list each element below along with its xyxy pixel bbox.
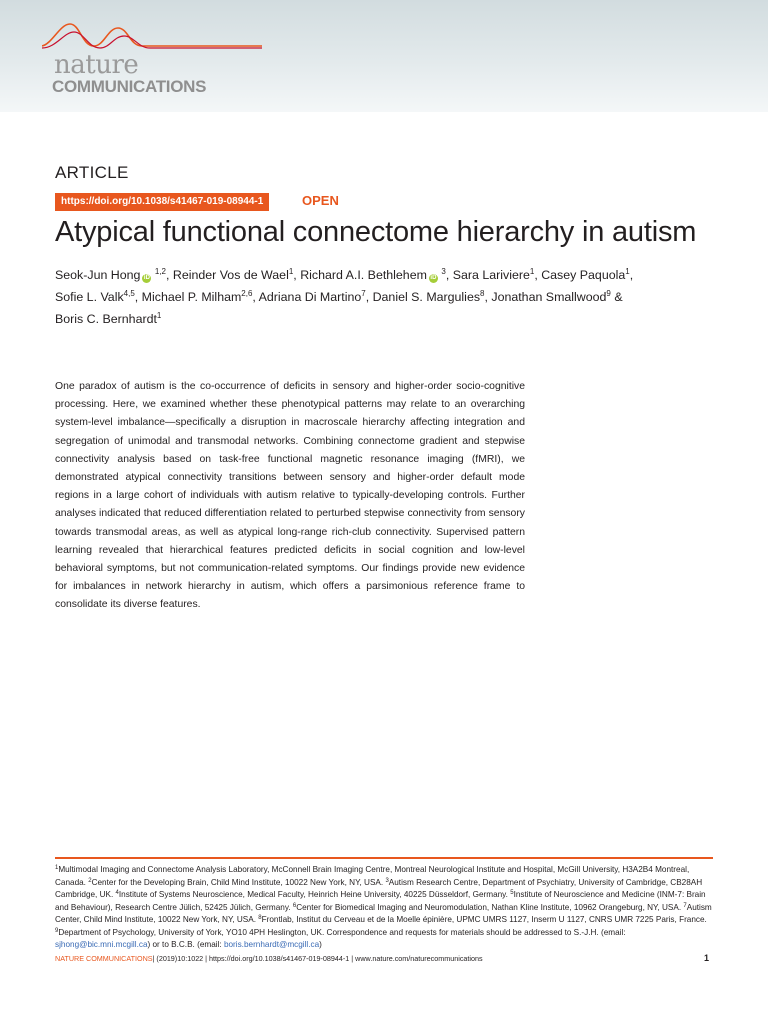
correspondence-middle: ) or to B.C.B. (email: bbox=[147, 940, 224, 949]
affiliation-item: Institute of Neuroscience and Medicine (INM-7: Brain and Behaviour), Research Centre Jülich, 52425 Jülich, Germany. bbox=[55, 890, 706, 912]
author-name: Daniel S. Margulies$^8$ bbox=[372, 289, 485, 304]
affiliations-divider bbox=[55, 857, 713, 859]
affiliation-item: Center for the Developing Brain, Child Mind Institute, 10022 New York, NY, USA. bbox=[91, 877, 384, 887]
author-name: Sofie L. Valk$^{4,5}$ bbox=[55, 289, 135, 304]
affiliation-item: Autism Center, Child Mind Institute, 10022 New York, NY, USA. bbox=[55, 902, 712, 924]
orcid-icon[interactable]: iD bbox=[143, 275, 150, 281]
email-link[interactable]: sjhong@bic.mni.mcgill.ca bbox=[55, 940, 148, 949]
author-list: Seok-Jun Hong iD $^{1,2}$, Reinder Vos de Wael$^1$, Richard A.I. Bethlehem iD $^3$, Sara Lariviere$^1$, Casey Paquola$^1$, Sofie L. Valk$^{4,5}$, Michael P. Milham$^{2,6}$, Adriana Di Martino$^7$, Daniel S. Margulies$^8$, Jonathan Smallwood$^9$ & Boris C. Bernhardt$^1$ bbox=[55, 267, 634, 326]
doi-link[interactable]: https://doi.org/10.1038/s41467-019-08944-1 bbox=[55, 193, 269, 211]
page-number: 1 bbox=[704, 953, 710, 963]
orcid-icon[interactable]: iD bbox=[430, 275, 437, 281]
author-name: Michael P. Milham$^{2,6}$ bbox=[141, 289, 253, 304]
author-name: Richard A.I. Bethlehem iD $^3$ bbox=[300, 267, 446, 282]
affiliation-item: Frontlab, Institut du Cerveau et de la Moelle épinière, UPMC UMRS 1127, Inserm U 1127, CNRS UMR 7225 Paris, France. bbox=[261, 915, 707, 924]
correspondence-prefix: Correspondence and requests for materials should be addressed to S.-J.H. (email: bbox=[326, 927, 626, 937]
author-name: Boris C. Bernhardt$^1$ bbox=[55, 311, 162, 326]
author-ampersand: & bbox=[614, 290, 623, 304]
affiliation-item: Institute of Systems Neuroscience, Medical Faculty, Heinrich Heine University, 40225 Düsseldorf, Germany. bbox=[118, 890, 508, 899]
author-name: Adriana Di Martino$^7$ bbox=[258, 289, 366, 304]
affiliation-item: Center for Biomedical Imaging and Neuromodulation, Nathan Kline Institute, 10962 Orangeburg, NY, USA. bbox=[296, 902, 682, 912]
affiliation-item: Multimodal Imaging and Connectome Analysis Laboratory, McConnell Brain Imaging Centre, Montreal Neurological Institute and Hospital, McGill University, H3A2B4 Montreal, Canada. bbox=[55, 865, 690, 887]
logo-word-communications: COMMUNICATIONS bbox=[52, 77, 207, 96]
footer-citation: | (2019)10:1022 | https://doi.org/10.1038/s41467-019-08944-1 | www.nature.com/naturecommunications bbox=[152, 954, 483, 963]
author-name: Seok-Jun Hong iD $^{1,2}$ bbox=[55, 267, 166, 282]
affiliation-item: Department of Psychology, University of York, YO10 4PH Heslington, UK. bbox=[58, 927, 325, 937]
author-name: Jonathan Smallwood$^9$ bbox=[491, 289, 611, 304]
affiliations-text: $^1$Multimodal Imaging and Connectome Analysis Laboratory, McConnell Brain Imaging Centre, Montreal Neurological Institute and Hospital, McGill University, H3A2B4 Montreal, Canada. $^2$Center for the Developing Brain, Child Mind Institute, 10022 New York, NY, USA. $^3$Autism Research Centre, Department of Psychiatry, University of Cambridge, CB28AH Cambridge, UK. $^4$Institute of Systems Neuroscience, Medical Faculty, Heinrich Heine University, 40225 Düsseldorf, Germany. $^5$Institute of Neuroscience and Medicine (INM-7: Brain and Behaviour), Research Centre Jülich, 52425 Jülich, Germany. $^6$Center for Biomedical Imaging and Neuromodulation, Nathan Kline Institute, 10962 Orangeburg, NY, USA. $^7$Autism Center, Child Mind Institute, 10022 New York, NY, USA. $^8$Frontlab, Institut du Cerveau et de la Moelle épinière, UPMC UMRS 1127, Inserm U 1127, CNRS UMR 7225 Paris, France. $^9$Department of Psychology, University of York, YO10 4PH Heslington, UK. Correspondence and requests for materials should be addressed to S.-J.H. (email: sjhong@bic.mni.mcgill.ca) or to B.C.B. (email: boris.bernhardt@mcgill.ca) bbox=[55, 865, 712, 949]
logo-word-nature: nature bbox=[54, 50, 139, 80]
open-access-label: OPEN bbox=[302, 193, 339, 208]
journal-logo[interactable] bbox=[42, 14, 262, 104]
footer-journal-name: NATURE COMMUNICATIONS bbox=[55, 954, 153, 963]
article-type-label: ARTICLE bbox=[55, 163, 129, 182]
page-footer bbox=[55, 954, 715, 964]
affiliation-item: Autism Research Centre, Department of Psychiatry, University of Cambridge, CB28AH Cambridge, UK. bbox=[55, 877, 703, 899]
abstract-text: One paradox of autism is the co-occurrence of deficits in sensory and higher-order socio-cognitive processing. Here, we examined whether these phenotypical patterns may relate to an overarching system-level imbalance—specifically a disruption in macroscale hierarchy affecting integration and segregation of unimodal and transmodal networks. Combining connectome gradient and stepwise connectivity analysis based on task-free functional magnetic resonance imaging (fMRI), we demonstrated atypical connectivity transitions between sensory and higher-order default mode regions in a large cohort of individuals with autism relative to typically-developing controls. Further analyses indicated that reduced differentiation related to perturbed stepwise connectivity from sensory towards transmodal areas, as well as atypical long-range rich-club connectivity. Supervised pattern learning revealed that hierarchical features predicted deficits in social cognition and low-level behavioral symptoms, but not communication-related symptoms. Our findings provide new evidence for imbalances in network hierarchy in autism, which offers a parsimonious reference frame to consolidate its diverse features. bbox=[55, 381, 525, 611]
author-name: Casey Paquola$^1$ bbox=[541, 267, 630, 282]
author-name: Sara Lariviere$^1$ bbox=[452, 267, 535, 282]
article-title: Atypical functional connectome hierarchy in autism bbox=[55, 216, 697, 248]
email-link[interactable]: boris.bernhardt@mcgill.ca bbox=[223, 940, 320, 949]
author-name: Reinder Vos de Wael$^1$ bbox=[172, 267, 294, 282]
correspondence-suffix: ) bbox=[319, 940, 322, 949]
